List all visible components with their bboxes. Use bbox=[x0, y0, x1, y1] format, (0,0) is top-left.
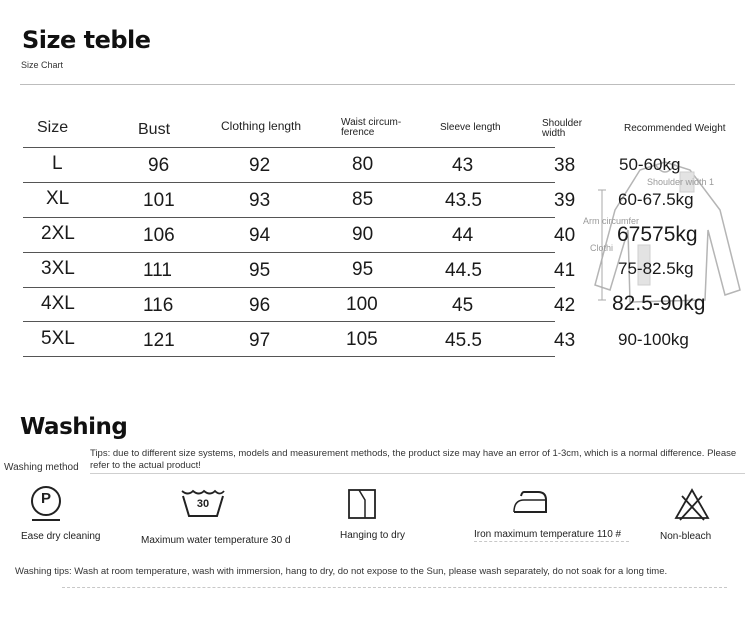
cell-bust: 116 bbox=[143, 295, 174, 316]
cell-shoulder: 40 bbox=[554, 225, 576, 246]
header-divider bbox=[20, 84, 735, 85]
cell-size: 4XL bbox=[41, 293, 75, 314]
cell-waist: 100 bbox=[346, 294, 378, 315]
dry-clean-symbol: P bbox=[40, 490, 51, 507]
row-divider bbox=[23, 356, 555, 357]
cell-shoulder: 42 bbox=[554, 295, 576, 316]
cell-bust: 96 bbox=[148, 155, 170, 176]
cell-waist: 85 bbox=[352, 189, 374, 210]
shoulder-width-label: Shoulder width 1 bbox=[647, 177, 715, 187]
row-divider bbox=[23, 287, 555, 288]
cell-size: 3XL bbox=[41, 258, 75, 279]
no-bleach-icon bbox=[674, 488, 710, 522]
cell-waist: 95 bbox=[352, 259, 374, 280]
icon-label-hang-dry: Hanging to dry bbox=[340, 530, 406, 541]
cell-sleeve: 44 bbox=[452, 225, 474, 246]
cell-size: 2XL bbox=[41, 223, 75, 244]
footer-dashed-rule bbox=[62, 587, 727, 588]
cell-clothing-length: 97 bbox=[249, 330, 271, 351]
page-title: Size teble bbox=[22, 26, 151, 54]
cell-shoulder: 43 bbox=[554, 330, 576, 351]
cell-waist: 105 bbox=[346, 329, 378, 350]
icon-label-dry-clean: Ease dry cleaning bbox=[21, 531, 101, 542]
cell-sleeve: 45.5 bbox=[445, 330, 482, 351]
cell-waist: 90 bbox=[352, 224, 374, 245]
row-divider bbox=[23, 217, 555, 218]
cell-weight: 75-82.5kg bbox=[618, 259, 694, 278]
cloth-length-label: Clothi bbox=[590, 243, 614, 253]
cell-weight: 82.5-90kg bbox=[612, 292, 706, 315]
cell-weight: 67575kg bbox=[617, 223, 698, 246]
cell-bust: 111 bbox=[143, 260, 172, 281]
col-header-clothing-length: Clothing length bbox=[221, 119, 302, 133]
cell-clothing-length: 95 bbox=[249, 260, 271, 281]
cell-sleeve: 43 bbox=[452, 155, 474, 176]
cell-bust: 121 bbox=[143, 330, 175, 351]
cell-sleeve: 43.5 bbox=[445, 190, 482, 211]
col-header-sleeve: Sleeve length bbox=[440, 122, 501, 133]
cell-size: 5XL bbox=[41, 328, 75, 349]
wash-temp-symbol: 30 bbox=[196, 498, 210, 510]
cell-weight: 60-67.5kg bbox=[618, 190, 694, 209]
cell-shoulder: 39 bbox=[554, 190, 576, 211]
page-subtitle: Size Chart bbox=[21, 60, 64, 70]
row-divider bbox=[23, 252, 555, 253]
icon-label-wash-temp: Maximum water temperature 30 d bbox=[141, 535, 291, 546]
cell-shoulder: 38 bbox=[554, 155, 576, 176]
col-header-size: Size bbox=[37, 119, 69, 136]
cell-weight: 90-100kg bbox=[618, 330, 689, 349]
washing-title: Washing bbox=[20, 414, 128, 440]
icon-label-iron: Iron maximum temperature 110 # bbox=[474, 529, 622, 540]
iron-dashed-underline bbox=[474, 541, 629, 542]
cell-size: L bbox=[52, 153, 63, 174]
hang-dry-icon bbox=[347, 488, 377, 520]
icon-label-no-bleach: Non-bleach bbox=[660, 531, 712, 542]
cell-bust: 106 bbox=[143, 225, 175, 246]
cell-weight: 50-60kg bbox=[619, 155, 681, 174]
col-header-shoulder: Shoulder width bbox=[542, 118, 583, 139]
col-header-bust: Bust bbox=[138, 121, 171, 138]
cell-sleeve: 44.5 bbox=[445, 260, 482, 281]
cell-size: XL bbox=[46, 188, 70, 209]
arm-circumference-label: Arm circumfer bbox=[583, 216, 639, 226]
washing-divider bbox=[90, 473, 745, 474]
row-divider bbox=[23, 321, 555, 322]
washing-method-label: Washing method bbox=[4, 462, 79, 473]
cell-shoulder: 41 bbox=[554, 260, 576, 281]
cell-bust: 101 bbox=[143, 190, 175, 211]
iron-icon bbox=[510, 486, 550, 516]
col-header-weight: Recommended Weight bbox=[624, 123, 726, 134]
cell-waist: 80 bbox=[352, 154, 374, 175]
cell-clothing-length: 96 bbox=[249, 295, 271, 316]
cell-clothing-length: 92 bbox=[249, 155, 271, 176]
cell-sleeve: 45 bbox=[452, 295, 474, 316]
cell-clothing-length: 93 bbox=[249, 190, 271, 211]
cell-clothing-length: 94 bbox=[249, 225, 271, 246]
size-tips: Tips: due to different size systems, models and measurement methods, the product size may have an error of 1-3cm, which is a normal difference. Please refer to the actual product! bbox=[90, 448, 737, 471]
row-divider bbox=[23, 147, 555, 148]
row-divider bbox=[23, 182, 555, 183]
col-header-waist: Waist circum- ference bbox=[341, 117, 402, 138]
washing-tips: Washing tips: Wash at room temperature, wash with immersion, hang to dry, do not expose to the Sun, please wash separately, do not soak for a long time. bbox=[15, 566, 668, 577]
